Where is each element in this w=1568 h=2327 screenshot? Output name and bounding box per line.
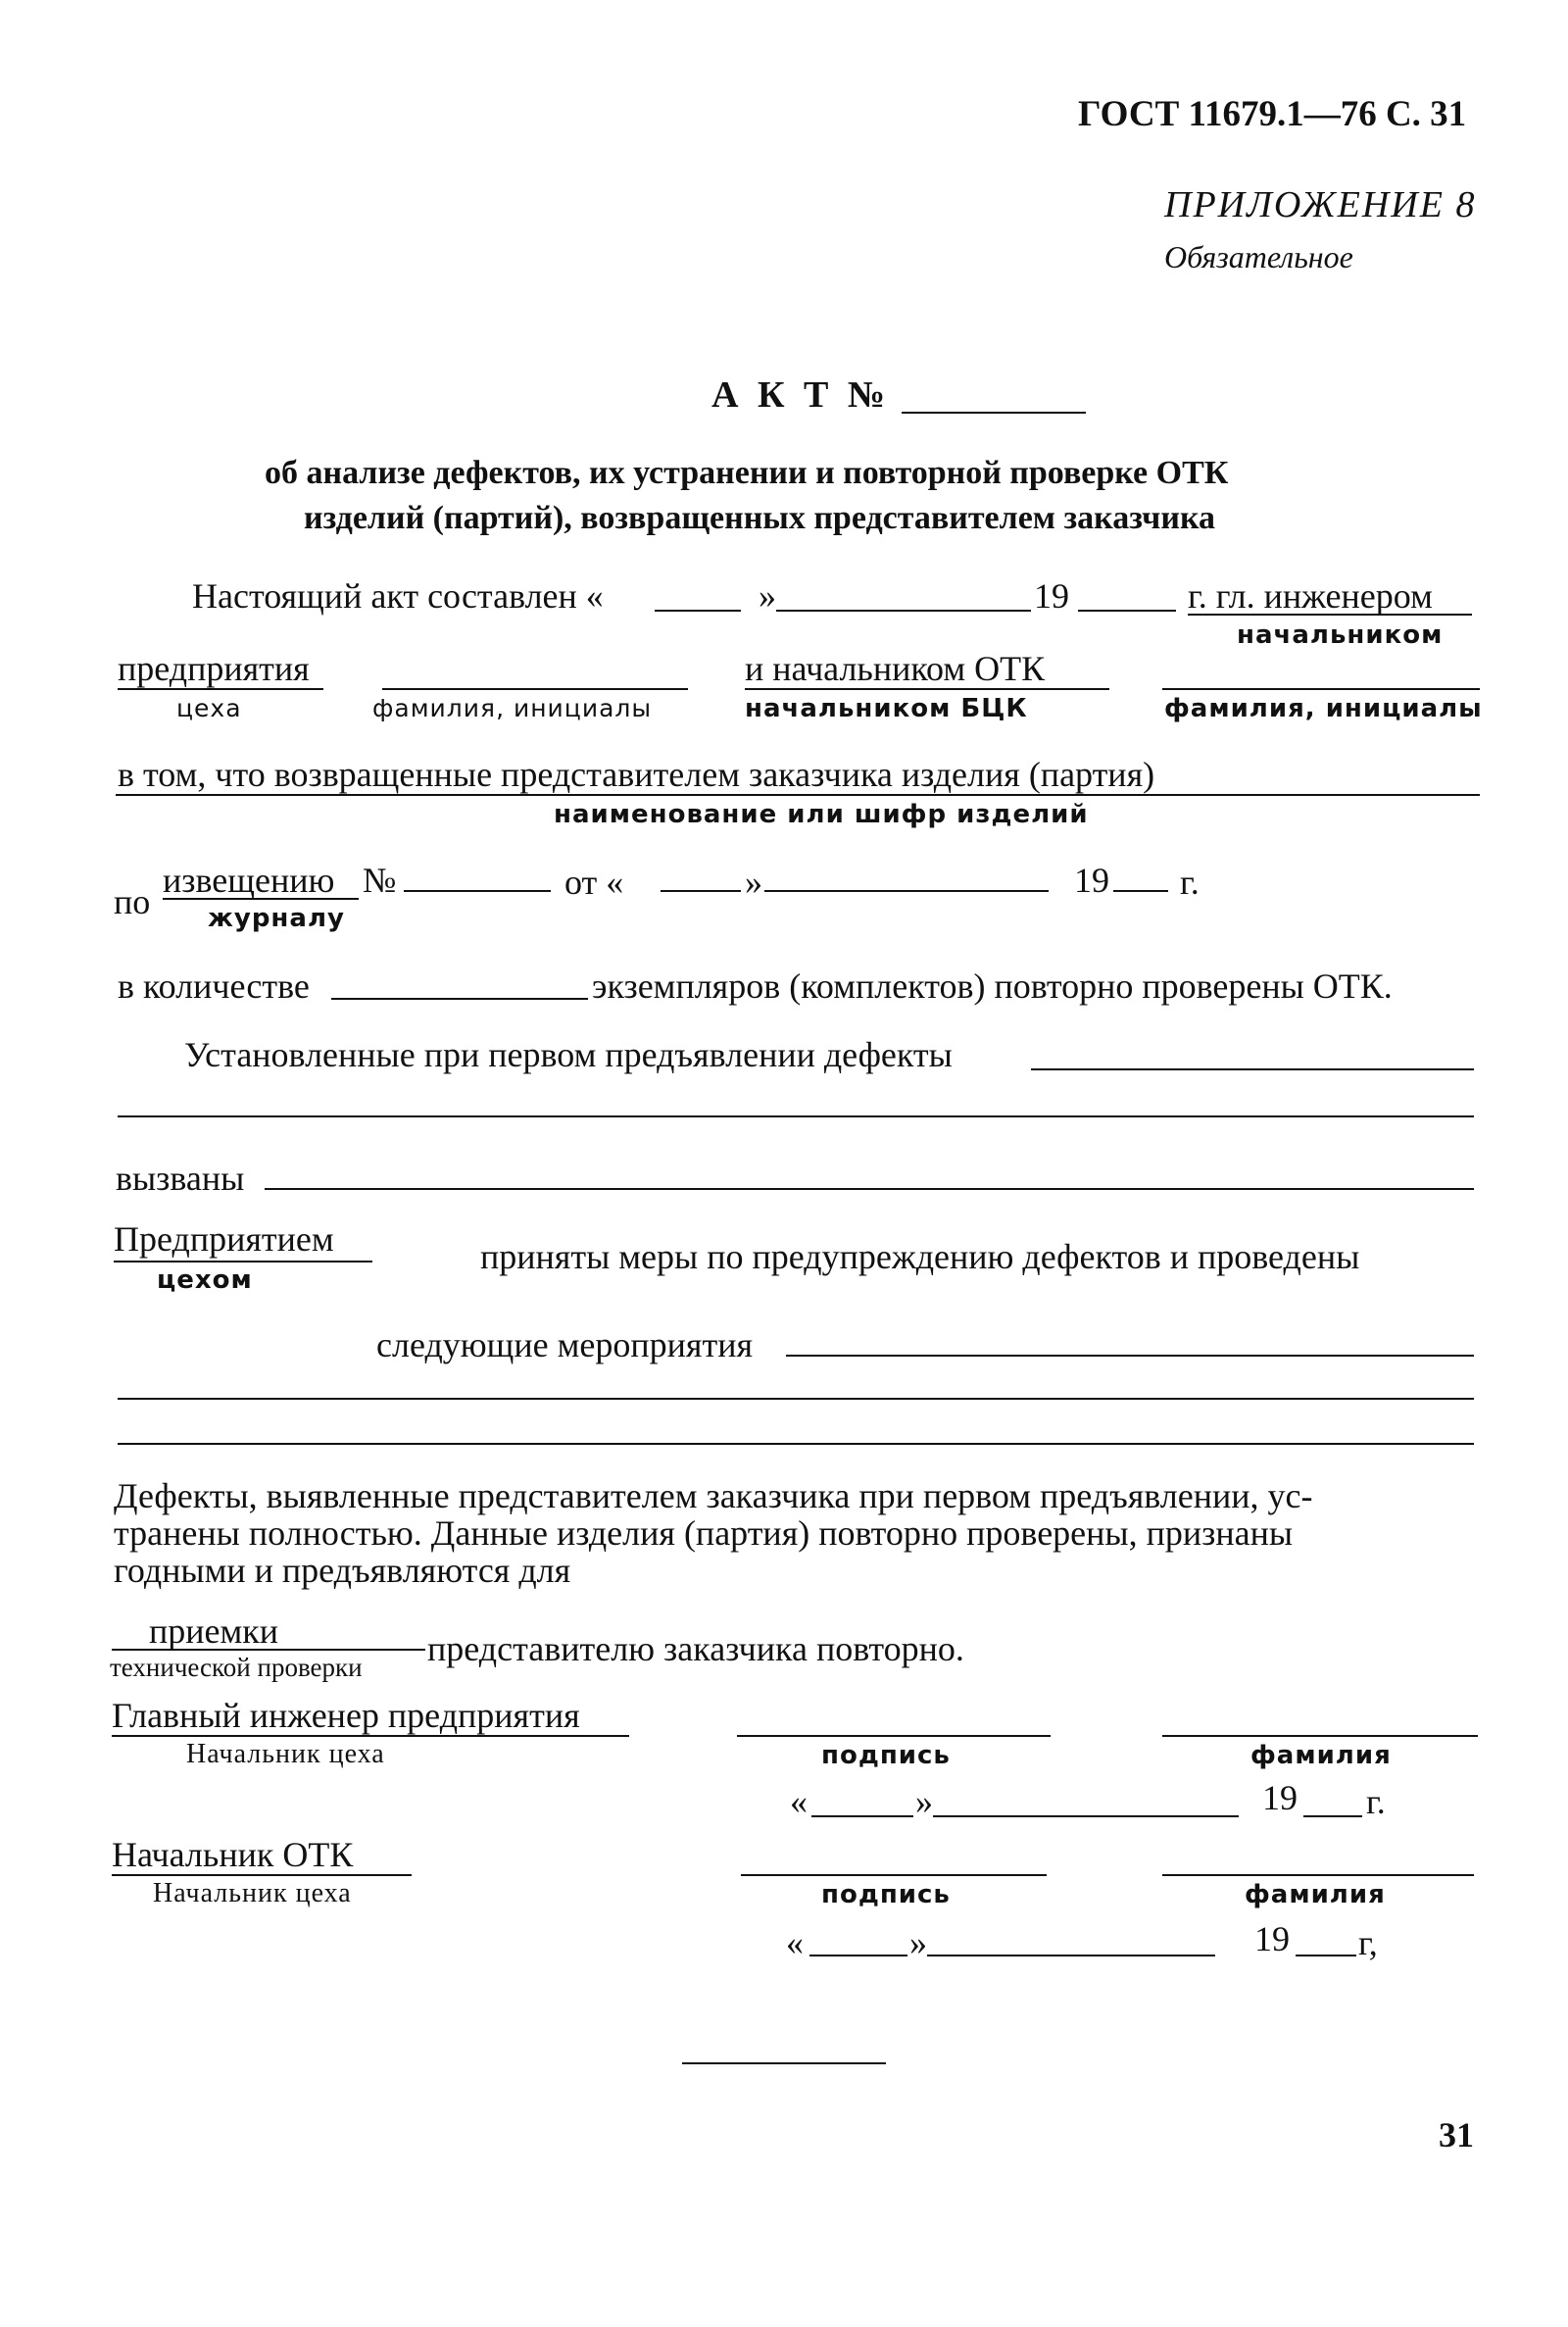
activities-label: следующие мероприятия (376, 1325, 754, 1364)
activities-field-line2[interactable] (118, 1398, 1474, 1400)
measures-text: приняты меры по предупреждению дефектов и проведены (480, 1237, 1360, 1276)
date-month-field-1[interactable] (933, 1815, 1239, 1817)
act-subtitle-line1: об анализе дефектов, их устранении и повторной проверке ОТК (265, 455, 1229, 491)
notice-quote-close: » (745, 863, 762, 902)
enterprise-label: Предприятием (114, 1219, 334, 1259)
date-year-field-2[interactable] (1296, 1955, 1356, 1956)
quantity-field[interactable] (331, 998, 588, 1000)
appendix-status: Обязательное (1164, 239, 1353, 274)
signature-label-2: подпись (821, 1880, 951, 1909)
year-prefix: 19 (1034, 576, 1069, 616)
otk-head-alt-role: Начальник цеха (153, 1878, 352, 1908)
notice-number-field[interactable] (404, 890, 551, 892)
defects-found-text: Установленные при первом предъявлении дефекты (184, 1035, 953, 1074)
appendix-label: ПРИЛОЖЕНИЕ 8 (1164, 184, 1477, 225)
defects-field[interactable] (1031, 1068, 1474, 1070)
act-title: А К Т № (711, 374, 891, 416)
date-close-2: » (909, 1923, 927, 1962)
quantity-label: в количестве (118, 966, 310, 1006)
enterprise-underline (114, 1261, 372, 1263)
otk-name-field[interactable] (1162, 688, 1480, 690)
date-close-1: » (915, 1782, 933, 1821)
paragraph-line3: годными и предъявляются для (114, 1551, 571, 1590)
act-intro-text: Настоящий акт составлен « (192, 576, 604, 616)
org-enterprise: предприятия (118, 649, 310, 688)
date-open-2: « (786, 1923, 804, 1962)
paragraph-line1: Дефекты, выявленные представителем заказчика при первом предъявлении, ус- (114, 1476, 1313, 1515)
day-field[interactable] (655, 610, 741, 612)
surname-field-2[interactable] (1162, 1874, 1474, 1876)
returned-items-text: в том, что возвращенные представителем заказчика изделия (партия) (118, 755, 1155, 794)
date-year-2: 19 (1254, 1919, 1290, 1958)
technical-check-option: технической проверки (110, 1653, 363, 1682)
by-label: по (114, 882, 151, 921)
month-field[interactable] (776, 610, 1031, 612)
date-year-field-1[interactable] (1303, 1815, 1362, 1817)
signature-label-1: подпись (821, 1741, 951, 1770)
standard-header: ГОСТ 11679.1—76 С. 31 (1078, 94, 1467, 134)
name-hint-2: фамилия, инициалы (1164, 694, 1483, 723)
year-field[interactable] (1078, 610, 1176, 612)
org-workshop: цеха (176, 694, 242, 722)
notice-year-prefix: 19 (1074, 861, 1109, 900)
head-otk: и начальником ОТК (745, 649, 1046, 688)
surname-label-2: фамилия (1245, 1880, 1386, 1909)
acceptance-option: приемки (149, 1611, 279, 1651)
notice-day-field[interactable] (661, 890, 741, 892)
head-bck: начальником БЦК (745, 694, 1028, 723)
date-open-1: « (790, 1782, 808, 1821)
date-day-field-2[interactable] (809, 1955, 907, 1956)
act-subtitle-line2: изделий (партий), возвращенных представителем заказчика (304, 500, 1216, 536)
activities-field-line3[interactable] (118, 1443, 1474, 1445)
item-name-field[interactable] (116, 794, 1480, 796)
page-number: 31 (1439, 2115, 1474, 2154)
act-number-line[interactable] (902, 412, 1086, 414)
activities-field[interactable] (786, 1355, 1474, 1357)
surname-field-1[interactable] (1162, 1735, 1478, 1737)
role-underline (1188, 614, 1472, 616)
resubmission-text: представителю заказчика повторно. (427, 1629, 964, 1668)
chief-engineer-underline (112, 1735, 629, 1737)
quote-close: » (759, 576, 776, 616)
notice-underline (163, 898, 359, 900)
role-chief-engineer: г. гл. инженером (1188, 576, 1433, 616)
notice-year-suffix: г. (1180, 863, 1200, 902)
org-underline (118, 688, 323, 690)
engineer-name-field[interactable] (382, 688, 688, 690)
date-year-suffix-2: г, (1358, 1923, 1378, 1962)
signature-field-1[interactable] (737, 1735, 1051, 1737)
defects-field-line2[interactable] (118, 1115, 1474, 1117)
head-underline (745, 688, 1109, 690)
chief-engineer-alt-role: Начальник цеха (186, 1739, 385, 1769)
journal-label: журналу (208, 904, 345, 933)
otk-head-role: Начальник ОТК (112, 1835, 354, 1874)
name-hint: фамилия, инициалы (372, 694, 653, 722)
notice-year-field[interactable] (1113, 890, 1168, 892)
notice-month-field[interactable] (764, 890, 1049, 892)
role-alt-label: начальником (1237, 620, 1444, 650)
chief-engineer-role: Главный инженер предприятия (112, 1696, 580, 1735)
caused-by-field[interactable] (265, 1188, 1474, 1190)
date-day-field-1[interactable] (811, 1815, 913, 1817)
caused-by-label: вызваны (116, 1159, 245, 1198)
date-year-suffix-1: г. (1366, 1782, 1386, 1821)
item-name-hint: наименование или шифр изделий (554, 800, 1089, 829)
notice-label: извещению (163, 861, 335, 900)
quantity-text: экземпляров (комплектов) повторно проверены ОТК. (592, 966, 1393, 1006)
acceptance-underline (112, 1649, 425, 1651)
end-rule (682, 2062, 886, 2064)
date-year-1: 19 (1262, 1778, 1298, 1817)
surname-label-1: фамилия (1250, 1741, 1392, 1770)
number-sign: № (363, 861, 397, 900)
workshop-label: цехом (157, 1265, 253, 1295)
paragraph-line2: транены полностью. Данные изделия (партия) повторно проверены, признаны (114, 1513, 1294, 1553)
from-label: от « (564, 863, 624, 902)
otk-head-underline (112, 1874, 412, 1876)
signature-field-2[interactable] (741, 1874, 1047, 1876)
date-month-field-2[interactable] (927, 1955, 1215, 1956)
